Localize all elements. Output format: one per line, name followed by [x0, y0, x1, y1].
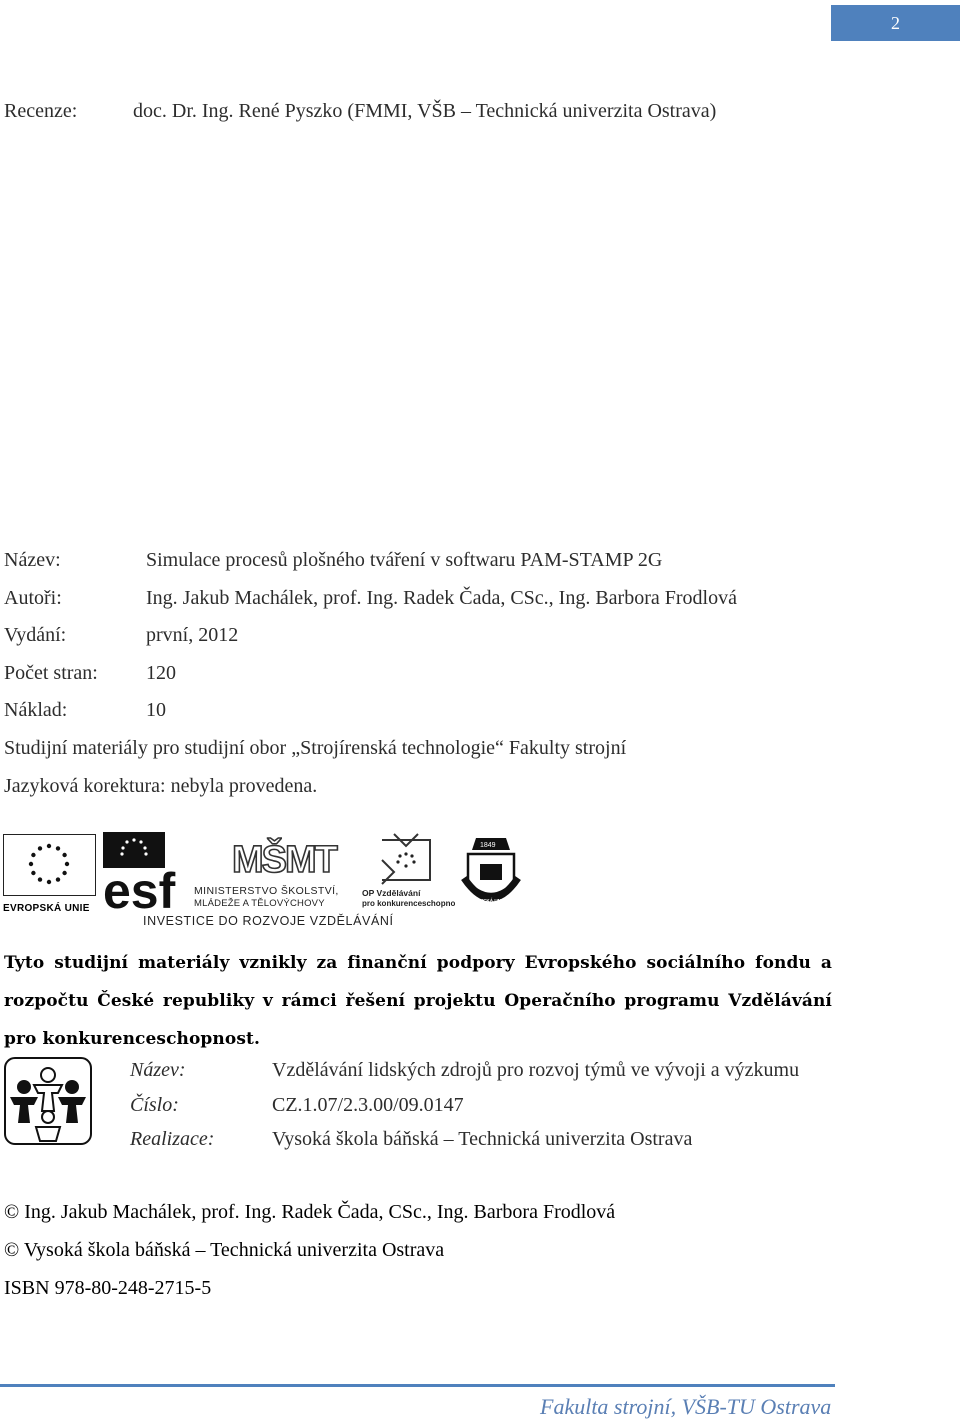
- vsb-ring-text: TECHNICKÁ UNIVERZITA: [466, 898, 522, 903]
- review-label: Recenze:: [4, 100, 78, 122]
- project-realization-label: Realizace:: [130, 1128, 215, 1150]
- op-line2: pro konkurenceschopnost: [362, 899, 455, 908]
- vsb-crest-logo: [458, 832, 524, 912]
- vsb-year: 1849: [480, 842, 496, 849]
- msmt-line1: MINISTERSTVO ŠKOLSTVÍ,: [194, 885, 339, 897]
- op-logo: [360, 832, 455, 910]
- review-value: doc. Dr. Ing. René Pyszko (FMMI, VŠB – Technická univerzita Ostrava): [133, 100, 717, 122]
- edition-label: Vydání:: [4, 624, 67, 646]
- title-label: Název:: [4, 549, 61, 571]
- copies-value: 10: [146, 699, 166, 721]
- footer-text: Fakulta strojní, VŠB-TU Ostrava: [540, 1394, 832, 1419]
- project-realization-value: Vysoká škola báňská – Technická univerzita Ostrava: [272, 1128, 693, 1150]
- study-line: Studijní materiály pro studijní obor „Strojírenská technologie“ Fakulty strojní: [4, 737, 627, 759]
- investment-banner: INVESTICE DO ROZVOJE VZDĚLÁVÁNÍ: [143, 914, 394, 928]
- pages-label: Počet stran:: [4, 662, 98, 684]
- msmt-logo: [192, 832, 352, 910]
- op-line1: OP Vzdělávání: [362, 888, 421, 898]
- pages-value: 120: [146, 662, 176, 684]
- isbn: ISBN 978-80-248-2715-5: [4, 1277, 212, 1299]
- esf-icon: [103, 832, 189, 910]
- language-line: Jazyková korektura: nebyla provedena.: [4, 775, 318, 797]
- page-number: 2: [831, 5, 960, 41]
- eu-caption: EVROPSKÁ UNIE: [3, 903, 90, 914]
- copyright-authors: © Ing. Jakub Machálek, prof. Ing. Radek Čada, CSc., Ing. Barbora Frodlová: [4, 1201, 616, 1223]
- msmt-line2: MLÁDEŽE A TĚLOVÝCHOVY: [194, 898, 325, 909]
- esf-text: esf: [103, 863, 176, 910]
- copies-label: Náklad:: [4, 699, 68, 721]
- project-number-label: Číslo:: [130, 1094, 179, 1116]
- op-education-icon: [360, 832, 455, 910]
- project-name-value: Vzdělávání lidských zdrojů pro rozvoj týmů ve vývoji a výzkumu: [272, 1059, 800, 1081]
- authors-label: Autoři:: [4, 587, 62, 609]
- esf-logo: [103, 832, 189, 910]
- msmt-mark: MŠMT: [232, 839, 336, 881]
- copyright-university: © Vysoká škola báňská – Technická univerzita Ostrava: [4, 1239, 445, 1261]
- msmt-icon: [192, 832, 352, 910]
- footer-rule: [0, 1384, 835, 1387]
- project-number-value: CZ.1.07/2.3.00/09.0147: [272, 1094, 464, 1116]
- project-logo: [4, 1057, 92, 1145]
- edition-value: první, 2012: [146, 624, 239, 646]
- authors-value: Ing. Jakub Machálek, prof. Ing. Radek Čada, CSc., Ing. Barbora Frodlová: [146, 587, 737, 609]
- project-name-label: Název:: [130, 1059, 186, 1081]
- funding-paragraph: Tyto studijní materiály vznikly za finanční podpory Evropského sociálního fondu a rozpočtu České republiky v rámci řešení projektu Operačního programu Vzdělávání pro konkurenceschopnost.: [4, 953, 832, 1049]
- eu-logo: [3, 834, 96, 914]
- vsb-crest-icon: [458, 832, 524, 912]
- team-people-icon: [4, 1057, 92, 1145]
- eu-flag-icon: [3, 834, 96, 896]
- title-value: Simulace procesů plošného tváření v softwaru PAM-STAMP 2G: [146, 549, 663, 571]
